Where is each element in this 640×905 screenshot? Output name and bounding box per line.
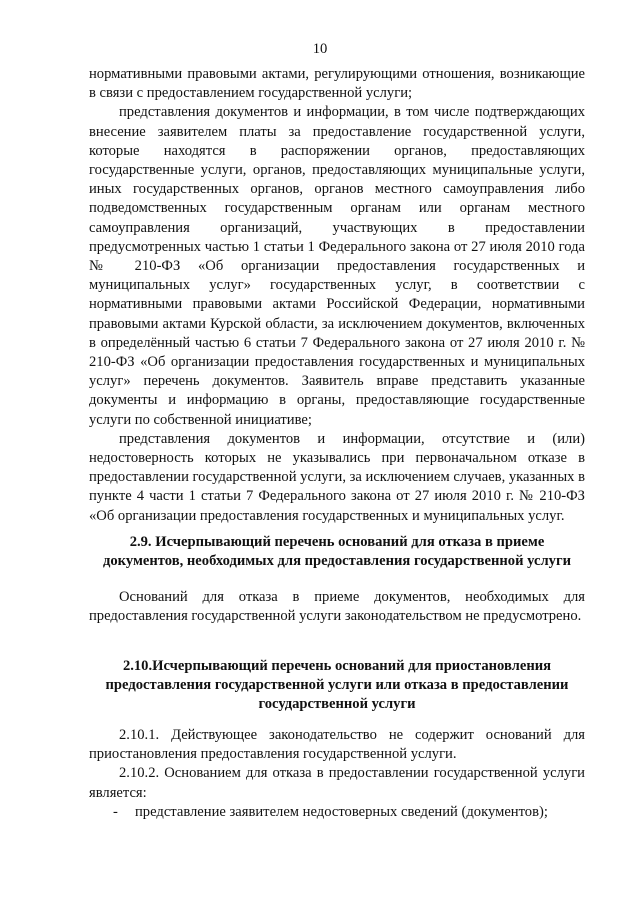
section-heading-2-9: 2.9. Исчерпывающий перечень оснований для отказа в приеме документов, необходимых для предоставления государственной услуги [103,534,571,570]
section-2-10 [89,657,585,715]
section-2-9 [89,533,585,571]
paragraph-2-10-2: 2.10.2. Основанием для отказа в предоставлении государственной услуги является: [89,765,585,801]
paragraph-legal-acts: нормативными правовыми актами, регулирующими отношения, возникающие в связи с предоставлением государственной услуги; [89,66,585,102]
list-item [89,803,585,822]
list-dash: - [113,803,118,820]
paragraph-2-10-1: 2.10.1. Действующее законодательство не содержит оснований для приостановления предоставления государственной услуги. [89,727,585,763]
list-item-text: представление заявителем недостоверных сведений (документов); [135,803,548,820]
section-2-9-body [89,588,585,626]
page-number: 10 [312,41,328,57]
text-block-top [89,65,585,526]
paragraph-2-9: Оснований для отказа в приеме документов, необходимых для предоставления государственной услуги законодательством не предусмотрено. [89,589,585,625]
paragraph-unreliable-docs: представления документов и информации, отсутствие и (или) недостоверность которых не указывались при первоначальном отказе в предоставлении государственной услуги, за исключением случаев, указанных в пункте 4 части 1 статьи 7 Федерального закона от 27 июля 2010 г. № 210-ФЗ «Об организации предоставления государственных и муниципальных услуг. [89,430,586,524]
section-heading-2-10: 2.10.Исчерпывающий перечень оснований для приостановления предоставления государственной услуги или отказа в предоставлении государственной услуги [105,658,569,713]
section-2-10-body [89,726,585,822]
paragraph-documents-info: представления документов и информации, в том числе подтверждающих внесение заявителем платы за предоставление государственной услуги, которые находятся в распоряжении органов, предоставляющих государственные услуги, органов, предоставляющих муниципальные услуги, иных государственных органов, органов местного самоуправления либо подведомственных государственным органам или органам местного самоуправления организаций, участвующих в предоставлении предусмотренных частью 1 статьи 1 Федерального закона от 27 июля 2010 года № 210-ФЗ «Об организации предоставления государственных и муниципальных услуг» государственных услуг, в соответствии с нормативными правовыми актами Российской Федерации, нормативными правовыми актами Курской области, за исключением документов, включенных в определённый частью 6 статьи 7 Федерального закона от 27 июля 2010 г. № 210-ФЗ «Об организации предоставления государственных и муниципальных услуг» перечень документов. Заявитель вправе представить указанные документы и информацию в органы, предоставляющие государственные услуги по собственной инициативе; [89,104,585,428]
